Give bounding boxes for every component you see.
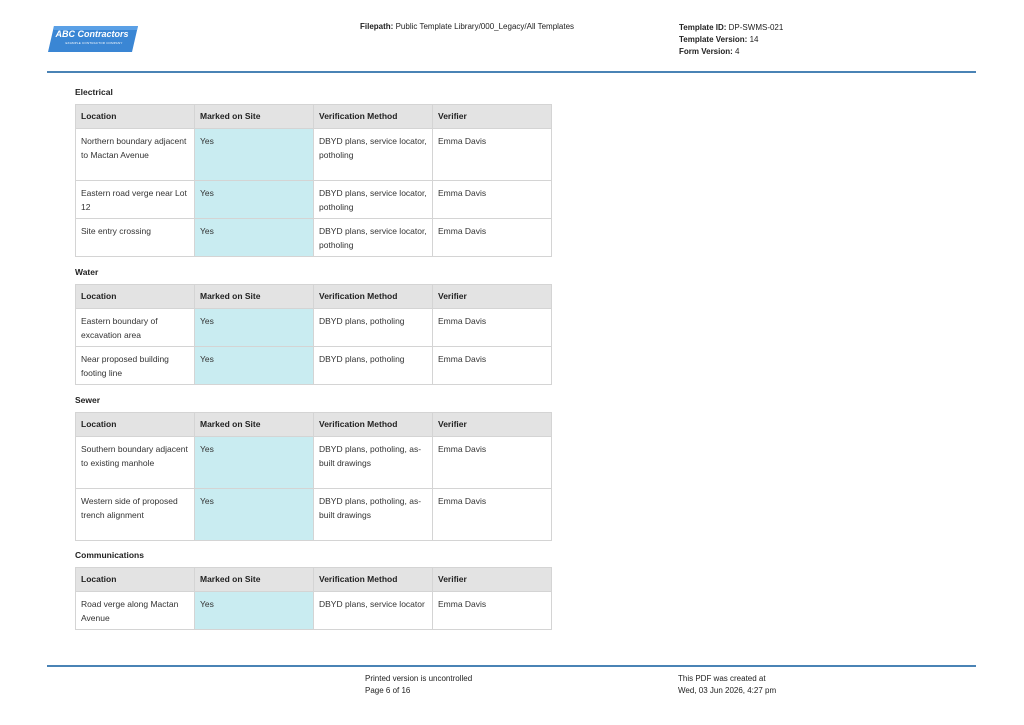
verifier-cell: Emma Davis <box>433 219 552 257</box>
method-cell: DBYD plans, potholing <box>314 347 433 385</box>
header-divider <box>47 71 976 73</box>
filepath-label: Filepath: <box>360 22 394 31</box>
services-table <box>75 104 552 257</box>
services-table <box>75 284 552 385</box>
table-header-row <box>76 413 552 437</box>
column-header-verifier: Verifier <box>433 285 552 309</box>
method-cell: DBYD plans, service locator <box>314 592 433 630</box>
template-id-label: Template ID: <box>679 23 727 32</box>
table-header-row <box>76 285 552 309</box>
section-title: Sewer <box>75 395 101 405</box>
column-header-location: Location <box>76 568 195 592</box>
column-header-method: Verification Method <box>314 413 433 437</box>
marked-cell: Yes <box>195 437 314 489</box>
section-water <box>75 266 552 385</box>
column-header-marked: Marked on Site <box>195 285 314 309</box>
section-title: Water <box>75 267 99 277</box>
form-version-label: Form Version: <box>679 47 733 56</box>
section-title: Communications <box>75 550 144 560</box>
column-header-verifier: Verifier <box>433 413 552 437</box>
column-header-location: Location <box>76 285 195 309</box>
location-cell: Near proposed building footing line <box>76 347 195 385</box>
template-version-value: 14 <box>749 35 759 44</box>
filepath-value: Public Template Library/000_Legacy/All Templates <box>395 22 575 31</box>
page-header <box>0 0 1024 72</box>
marked-cell: Yes <box>195 347 314 385</box>
location-cell: Southern boundary adjacent to existing manhole <box>76 437 195 489</box>
marked-cell: Yes <box>195 489 314 541</box>
template-version-label: Template Version: <box>679 35 748 44</box>
template-id-value: DP-SWMS-021 <box>728 23 784 32</box>
footer-divider <box>47 665 976 667</box>
table-row <box>76 489 552 541</box>
column-header-marked: Marked on Site <box>195 413 314 437</box>
page-number: Page 6 of 16 <box>365 686 411 695</box>
column-header-location: Location <box>76 105 195 129</box>
verifier-cell: Emma Davis <box>433 309 552 347</box>
method-cell: DBYD plans, service locator, potholing <box>314 129 433 181</box>
template-id <box>679 22 783 34</box>
form-version <box>679 46 783 58</box>
footer-created-info <box>678 673 776 697</box>
table-row <box>76 309 552 347</box>
table-row <box>76 129 552 181</box>
uncontrolled-notice: Printed version is uncontrolled <box>365 674 473 683</box>
column-header-location: Location <box>76 413 195 437</box>
column-header-method: Verification Method <box>314 568 433 592</box>
column-header-verifier: Verifier <box>433 105 552 129</box>
logo-tagline: EXAMPLE CONTRACTOR COMPANY <box>65 41 123 45</box>
column-header-marked: Marked on Site <box>195 105 314 129</box>
section-sewer <box>75 394 552 541</box>
section-electrical <box>75 86 552 257</box>
column-header-method: Verification Method <box>314 285 433 309</box>
marked-cell: Yes <box>195 219 314 257</box>
services-table <box>75 567 552 630</box>
section-communications <box>75 549 552 630</box>
table-row <box>76 181 552 219</box>
template-version <box>679 34 783 46</box>
column-header-verifier: Verifier <box>433 568 552 592</box>
services-table <box>75 412 552 541</box>
method-cell: DBYD plans, potholing <box>314 309 433 347</box>
marked-cell: Yes <box>195 181 314 219</box>
section-title: Electrical <box>75 87 113 97</box>
filepath <box>360 22 574 31</box>
company-logo <box>48 26 138 52</box>
marked-cell: Yes <box>195 309 314 347</box>
created-timestamp: Wed, 03 Jun 2026, 4:27 pm <box>678 686 777 695</box>
verifier-cell: Emma Davis <box>433 181 552 219</box>
marked-cell: Yes <box>195 592 314 630</box>
created-label: This PDF was created at <box>678 674 766 683</box>
table-header-row <box>76 105 552 129</box>
method-cell: DBYD plans, potholing, as-built drawings <box>314 437 433 489</box>
method-cell: DBYD plans, potholing, as-built drawings <box>314 489 433 541</box>
table-row <box>76 437 552 489</box>
table-row <box>76 219 552 257</box>
location-cell: Western side of proposed trench alignment <box>76 489 195 541</box>
location-cell: Eastern boundary of excavation area <box>76 309 195 347</box>
footer-page-info <box>365 673 472 697</box>
form-version-value: 4 <box>735 47 740 56</box>
method-cell: DBYD plans, service locator, potholing <box>314 181 433 219</box>
template-meta <box>679 22 783 58</box>
verifier-cell: Emma Davis <box>433 592 552 630</box>
verifier-cell: Emma Davis <box>433 129 552 181</box>
table-header-row <box>76 568 552 592</box>
column-header-method: Verification Method <box>314 105 433 129</box>
column-header-marked: Marked on Site <box>195 568 314 592</box>
location-cell: Northern boundary adjacent to Mactan Avenue <box>76 129 195 181</box>
marked-cell: Yes <box>195 129 314 181</box>
verifier-cell: Emma Davis <box>433 489 552 541</box>
location-cell: Road verge along Mactan Avenue <box>76 592 195 630</box>
table-row <box>76 592 552 630</box>
location-cell: Site entry crossing <box>76 219 195 257</box>
verifier-cell: Emma Davis <box>433 437 552 489</box>
location-cell: Eastern road verge near Lot 12 <box>76 181 195 219</box>
logo-name: ABC Contractors <box>55 29 129 39</box>
verifier-cell: Emma Davis <box>433 347 552 385</box>
table-row <box>76 347 552 385</box>
method-cell: DBYD plans, service locator, potholing <box>314 219 433 257</box>
